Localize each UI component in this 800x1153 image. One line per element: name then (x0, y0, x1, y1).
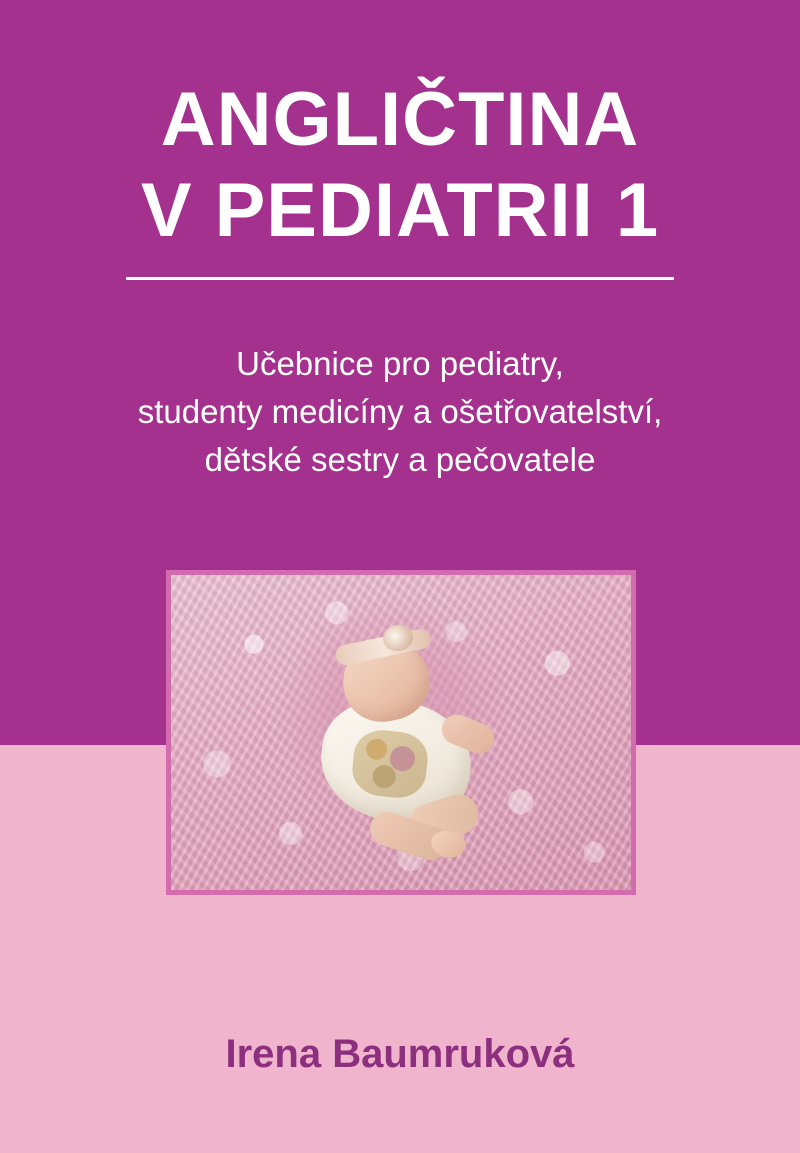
subtitle-line-1: Učebnice pro pediatry, (236, 345, 564, 382)
title-line-2: V PEDIATRII 1 (140, 167, 660, 253)
baby-illustration (291, 623, 511, 873)
cover-photo-frame (166, 570, 636, 895)
title-block (0, 77, 800, 280)
subtitle-block (0, 340, 800, 484)
subtitle-line-2: studenty medicíny a ošetřovatelství, (137, 392, 663, 430)
cover-photo (171, 575, 631, 890)
subtitle-line-3: dětské sestry a pečovatele (204, 440, 596, 478)
title-line-1: ANGLIČTINA (160, 77, 640, 162)
author-name: Irena Baumruková (225, 1032, 575, 1076)
title-divider (126, 277, 674, 280)
